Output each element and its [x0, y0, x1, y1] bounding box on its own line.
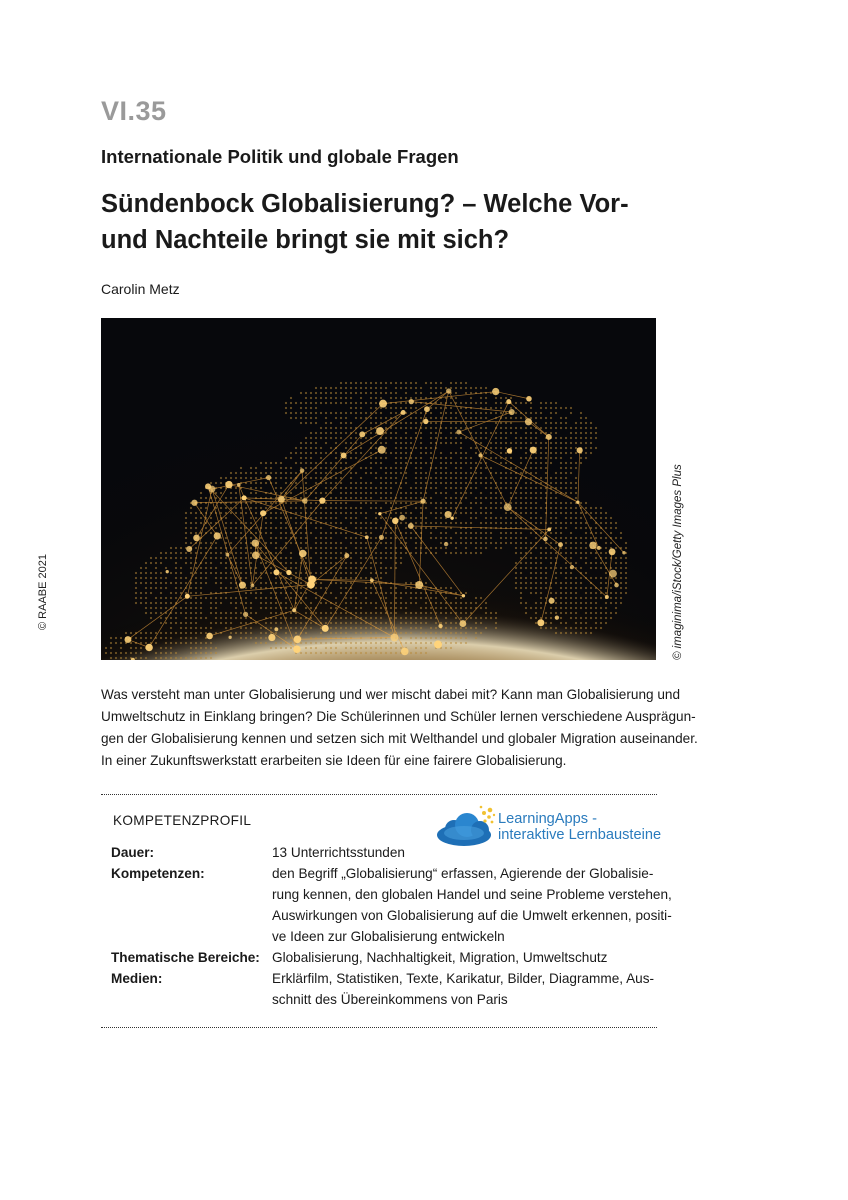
row-value [272, 863, 672, 947]
author: Carolin Metz [101, 281, 180, 297]
intro-line: Was versteht man unter Globalisierung und wer mischt dabei mit? Kann man Globalisierung und [101, 687, 681, 702]
series-title: Internationale Politik und globale Fragen [101, 146, 459, 167]
value-line: 13 Unterrichtsstunden [272, 845, 405, 860]
section-number: VI.35 [101, 96, 167, 126]
value-line: Globalisierung, Nachhaltigkeit, Migration, Umweltschutz [272, 950, 608, 965]
value-line: Auswirkungen von Globalisierung auf die Umwelt erkennen, positi- [272, 908, 672, 923]
value-line: den Begriff „Globalisierung“ erfassen, Agierende der Globalisie- [272, 866, 654, 881]
intro-line: In einer Zukunftswerkstatt erarbeiten sie Ideen für eine fairere Globalisierung. [101, 753, 567, 768]
copyright-note: © RAABE 2021 [37, 554, 49, 630]
cloud-icon [437, 806, 495, 846]
row-value [272, 947, 647, 968]
value-line: schnitt des Übereinkommens von Paris [272, 992, 508, 1007]
image-credit: © imaginima/iStock/Getty Images Plus [672, 464, 684, 660]
intro-line: gen der Globalisierung kennen und setzen sich mit Welthandel und globaler Migration auseinander. [101, 731, 698, 746]
row-key: Thematische Bereiche: [111, 950, 260, 965]
divider-top [101, 794, 657, 795]
title-line: Sündenbock Globalisierung? – Welche Vor- [101, 190, 629, 218]
profile-label: KOMPETENZPROFIL [113, 813, 252, 828]
row-value [272, 968, 655, 1010]
title-line: und Nachteile bringt sie mit sich? [101, 226, 510, 254]
intro-paragraph [101, 684, 698, 772]
value-line: ve Ideen zur Globalisierung entwickeln [272, 929, 505, 944]
learningapps-line1: LearningApps - [498, 811, 597, 827]
row-key: Kompetenzen: [111, 866, 205, 881]
divider-bottom [101, 1027, 657, 1028]
value-line: Erklärfilm, Statistiken, Texte, Karikatur, Bilder, Diagramme, Aus- [272, 971, 655, 986]
row-key: Dauer: [111, 845, 155, 860]
row-value [272, 842, 647, 863]
page-title [101, 186, 661, 258]
value-line: rung kennen, den globalen Handel und seine Probleme verstehen, [272, 887, 672, 902]
learningapps-link[interactable] [498, 811, 661, 843]
row-key: Medien: [111, 971, 163, 986]
globe-network-illustration [101, 318, 656, 660]
learningapps-line2: interaktive Lernbausteine [498, 827, 662, 843]
globe-network-image [101, 318, 656, 660]
intro-line: Umweltschutz in Einklang bringen? Die Schülerinnen und Schüler lernen verschiedene Ausprägun- [101, 709, 696, 724]
